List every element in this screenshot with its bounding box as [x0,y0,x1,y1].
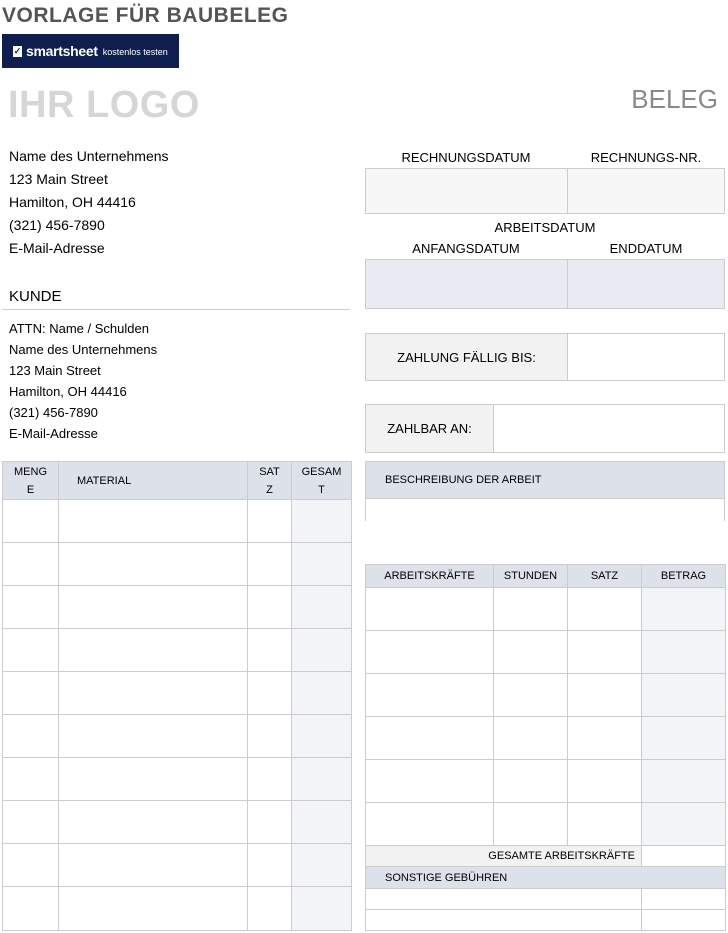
labor-cell-hours[interactable] [494,717,568,760]
materials-cell-total[interactable] [292,629,352,672]
labor-cell-hours[interactable] [494,760,568,803]
materials-cell-rate[interactable] [248,629,292,672]
company-phone: (321) 456-7890 [9,217,105,233]
materials-cell-total[interactable] [292,801,352,844]
materials-cell-rate[interactable] [248,844,292,887]
materials-table [2,461,352,931]
materials-cell-total[interactable] [292,586,352,629]
materials-cell-material[interactable] [59,801,248,844]
smartsheet-check-icon: ✓ [13,45,22,56]
labor-cell-amount[interactable] [642,803,726,846]
payable-to-label: ZAHLBAR AN: [387,421,472,436]
materials-cell-material[interactable] [59,586,248,629]
materials-cell-quantity[interactable] [3,758,59,801]
materials-row [3,887,352,931]
materials-header-quantity: MENG E [3,462,59,500]
materials-cell-rate[interactable] [248,758,292,801]
start-date-label: ANFANGSDATUM [412,241,520,256]
other-fees-cell-amount[interactable] [642,910,726,931]
customer-phone: (321) 456-7890 [9,405,98,420]
payable-to-field[interactable] [493,404,725,453]
materials-cell-material[interactable] [59,758,248,801]
labor-cell-hours[interactable] [494,803,568,846]
labor-cell-hours[interactable] [494,631,568,674]
customer-section-label: KUNDE [9,288,62,305]
labor-row [366,631,726,674]
company-email: E-Mail-Adresse [9,240,105,256]
labor-cell-amount[interactable] [642,588,726,631]
labor-header-workers: ARBEITSKRÄFTE [366,565,494,588]
labor-cell-rate[interactable] [568,803,642,846]
materials-row [3,586,352,629]
materials-cell-material[interactable] [59,500,248,543]
other-fees-cell-description[interactable] [366,910,642,931]
materials-cell-rate[interactable] [248,500,292,543]
page-title: VORLAGE FÜR BAUBELEG [2,4,289,27]
other-fees-row [366,889,726,910]
labor-cell-rate[interactable] [568,674,642,717]
materials-row [3,672,352,715]
customer-street: 123 Main Street [9,363,101,378]
labor-cell-amount[interactable] [642,760,726,803]
payment-due-field[interactable] [567,333,725,381]
materials-cell-quantity[interactable] [3,629,59,672]
materials-cell-quantity[interactable] [3,672,59,715]
invoice-date-field[interactable] [365,168,568,214]
materials-row [3,500,352,543]
materials-row [3,844,352,887]
materials-cell-total[interactable] [292,500,352,543]
invoice-number-label: RECHNUNGS-NR. [590,150,702,165]
materials-cell-total[interactable] [292,844,352,887]
work-description-label: BESCHREIBUNG DER ARBEIT [385,474,542,486]
labor-row [366,717,726,760]
materials-cell-rate[interactable] [248,672,292,715]
materials-cell-material[interactable] [59,672,248,715]
labor-cell-rate[interactable] [568,760,642,803]
materials-row [3,543,352,586]
smartsheet-banner[interactable] [2,34,179,68]
materials-cell-material[interactable] [59,887,248,931]
labor-cell-rate[interactable] [568,717,642,760]
materials-cell-rate[interactable] [248,543,292,586]
materials-cell-rate[interactable] [248,586,292,629]
other-fees-header [366,867,726,889]
labor-cell-workers[interactable] [366,674,494,717]
materials-cell-material[interactable] [59,543,248,586]
other-fees-row [366,910,726,931]
labor-row [366,803,726,846]
customer-name: Name des Unternehmens [9,342,158,357]
start-date-field[interactable] [365,259,568,309]
labor-row [366,588,726,631]
payment-due-label: ZAHLUNG FÄLLIG BIS: [397,349,536,365]
materials-cell-quantity[interactable] [3,586,59,629]
materials-cell-quantity[interactable] [3,801,59,844]
labor-cell-amount[interactable] [642,631,726,674]
materials-cell-total[interactable] [292,887,352,931]
materials-header-material: MATERIAL [59,462,248,500]
other-fees-label: SONSTIGE GEBÜHREN [385,871,508,884]
materials-cell-total[interactable] [292,758,352,801]
end-date-field[interactable] [567,259,725,309]
materials-cell-rate[interactable] [248,801,292,844]
materials-cell-quantity[interactable] [3,500,59,543]
labor-total-label-cell [366,846,642,867]
materials-cell-material[interactable] [59,844,248,887]
document-label: BELEG [631,84,718,114]
payment-due-label-cell [365,333,568,381]
materials-cell-material[interactable] [59,629,248,672]
customer-email: E-Mail-Adresse [9,426,98,441]
invoice-date-label: RECHNUNGSDATUM [401,150,531,165]
labor-cell-rate[interactable] [568,588,642,631]
labor-table [365,564,726,931]
customer-divider [2,309,350,310]
company-city: Hamilton, OH 44416 [9,194,136,210]
materials-cell-quantity[interactable] [3,543,59,586]
labor-cell-hours[interactable] [494,674,568,717]
materials-cell-quantity[interactable] [3,844,59,887]
materials-header-total: GESAM T [292,462,352,500]
labor-cell-amount[interactable] [642,717,726,760]
materials-row [3,801,352,844]
work-description-header [365,461,725,499]
labor-total-label: GESAMTE ARBEITSKRÄFTE [488,850,635,862]
materials-cell-rate[interactable] [248,715,292,758]
labor-cell-workers[interactable] [366,803,494,846]
work-date-label: ARBEITSDATUM [494,220,596,235]
materials-header-rate: SAT Z [248,462,292,500]
labor-header-amount: BETRAG [642,565,726,588]
materials-cell-total[interactable] [292,543,352,586]
materials-cell-total[interactable] [292,672,352,715]
company-street: 123 Main Street [9,171,108,187]
materials-row [3,629,352,672]
labor-row [366,674,726,717]
materials-cell-total[interactable] [292,715,352,758]
company-name: Name des Unternehmens [9,148,169,164]
labor-total-value[interactable] [642,846,726,867]
other-fees-cell-description[interactable] [366,889,642,910]
customer-attn: ATTN: Name / Schulden [9,321,149,336]
end-date-label: ENDDATUM [609,241,683,256]
materials-row [3,758,352,801]
work-description-field[interactable] [365,499,725,521]
labor-header-hours: STUNDEN [494,565,568,588]
logo-placeholder: IHR LOGO [8,84,200,126]
materials-cell-material[interactable] [59,715,248,758]
labor-cell-hours[interactable] [494,588,568,631]
labor-cell-workers[interactable] [366,588,494,631]
invoice-number-field[interactable] [567,168,725,214]
labor-cell-amount[interactable] [642,674,726,717]
labor-cell-workers[interactable] [366,717,494,760]
payable-to-label-cell [365,404,494,453]
smartsheet-brand: smartsheet [26,43,98,59]
labor-cell-rate[interactable] [568,631,642,674]
customer-city: Hamilton, OH 44416 [9,384,127,399]
labor-row [366,760,726,803]
materials-cell-rate[interactable] [248,887,292,931]
materials-row [3,715,352,758]
labor-header-rate: SATZ [568,565,642,588]
smartsheet-cta: kostenlos testen [102,47,168,57]
materials-cell-quantity[interactable] [3,887,59,931]
labor-cell-workers[interactable] [366,760,494,803]
materials-cell-quantity[interactable] [3,715,59,758]
other-fees-cell-amount[interactable] [642,889,726,910]
labor-cell-workers[interactable] [366,631,494,674]
